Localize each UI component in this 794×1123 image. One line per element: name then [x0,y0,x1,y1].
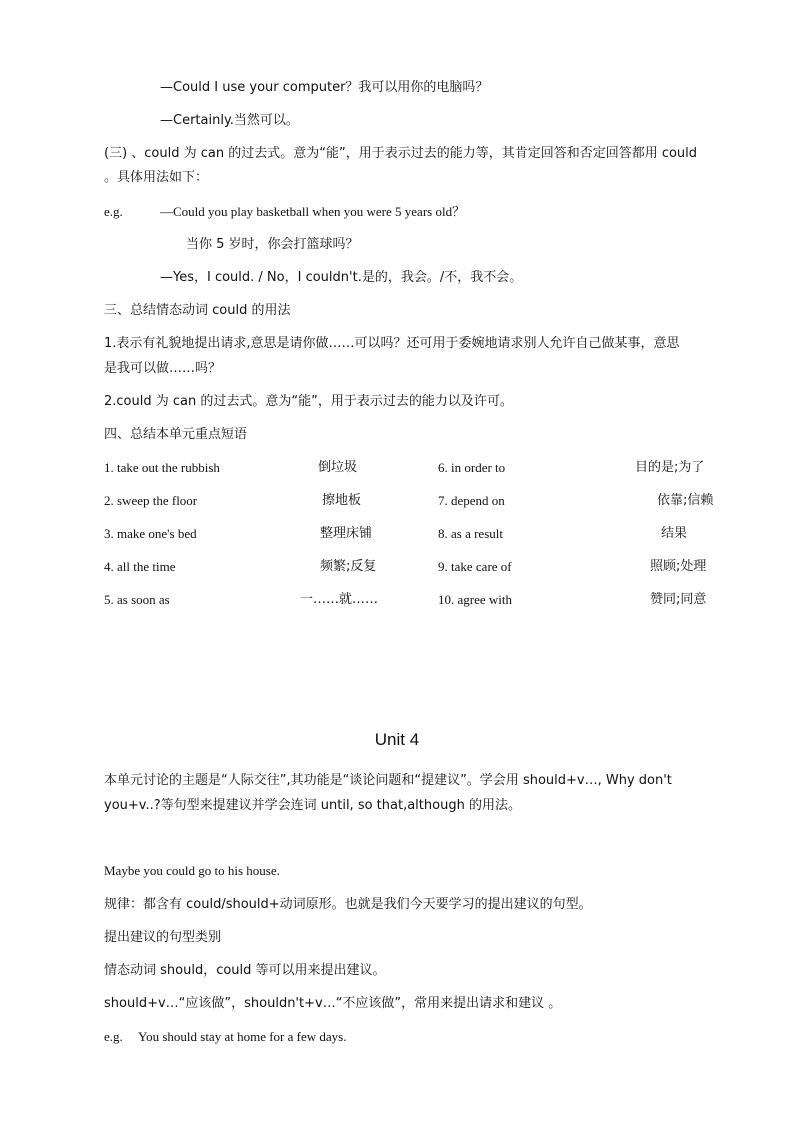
eg-sentence: You should stay at home for a few days. [138,1029,347,1044]
phrase-cn: 擦地板 [322,493,362,508]
phrase-en: 7. depend on [438,493,505,508]
should-usage-text: should+v…“应该做”，shouldn't+v…“不应该做”，常用来提出请求和建议 。 [104,996,562,1011]
phrase-cn: 频繁;反复 [320,559,377,574]
phrase-cn: 倒垃圾 [318,460,358,475]
eg-label: e.g. [104,1029,123,1044]
phrase-cn: 一……就…… [300,592,379,607]
phrase-cn: 赞同;同意 [650,592,707,607]
eg-question: —Could you play basketball when you were 5 years old？ [160,204,466,219]
phrase-cn: 目的是;为了 [635,460,705,475]
example-sentence: Maybe you could go to his house. [104,863,280,878]
unit-title: Unit 4 [374,730,420,749]
phrase-en: 4. all the time [104,559,176,574]
phrase-en: 5. as soon as [104,592,170,607]
eg-question-translation: 当你 5 岁时，你会打篮球吗？ [186,237,359,252]
point-3-line-2: 。具体用法如下： [104,170,209,185]
phrase-en: 2. sweep the floor [104,493,198,508]
unit-intro-line-2: you+v..?等句型来提建议并学会连词 until, so that,although 的用法。 [104,798,521,813]
summary-item-1-line-2: 是我可以做……吗？ [104,361,222,376]
phrase-cn: 整理床铺 [320,526,373,541]
unit-intro-line-1: 本单元讨论的主题是“人际交往”,其功能是“谈论问题和“提建议”。学会用 should+v…, Why don't [104,773,672,788]
rule-text: 规律：都含有 could/should+动词原形。也就是我们今天要学习的提出建议的句型。 [104,897,592,912]
eg-label: e.g. [104,204,123,219]
phrases-title: 四、总结本单元重点短语 [104,427,248,442]
phrase-en: 10. agree with [438,592,513,607]
dialog-answer: —Certainly.当然可以。 [160,113,299,128]
modal-verbs-text: 情态动词 should，could 等可以用来提出建议。 [104,963,386,978]
summary-item-1-line-1: 1.表示有礼貌地提出请求,意思是请你做……可以吗？还可用于委婉地请求别人允许自己做某事，意思 [104,336,680,351]
phrase-en: 1. take out the rubbish [104,460,220,475]
phrase-en: 3. make one's bed [104,526,197,541]
phrase-cn: 照顾;处理 [650,559,707,574]
summary-title: 三、总结情态动词 could 的用法 [104,303,291,318]
summary-item-2: 2.could 为 can 的过去式。意为“能”，用于表示过去的能力以及许可。 [104,394,513,409]
phrase-en: 9. take care of [438,559,512,574]
types-title: 提出建议的句型类别 [104,930,222,945]
phrase-cn: 结果 [661,526,688,541]
phrase-en: 8. as a result [438,526,503,541]
eg-answer: —Yes，I could. / No，I couldn't.是的，我会。/不，我不会。 [160,270,523,285]
dialog-question: —Could I use your computer？我可以用你的电脑吗？ [160,80,489,95]
phrase-en: 6. in order to [438,460,506,475]
point-3-line-1: (三) 、could 为 can 的过去式。意为“能”，用于表示过去的能力等，其肯定回答和否定回答都用 could [104,146,698,161]
phrase-cn: 依靠;信赖 [657,493,714,508]
